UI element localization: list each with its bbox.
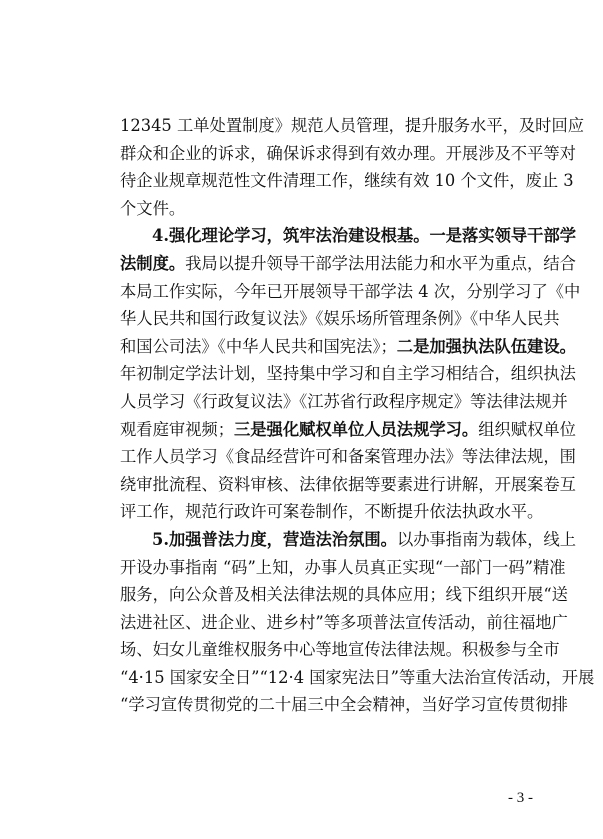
text-line: [120, 360, 576, 388]
text-line: [120, 664, 595, 692]
text-line: [120, 140, 576, 168]
text-line: [120, 195, 528, 223]
body-text: 绕审批流程、资料审核、法律依据等要素进行讲解，开展案卷互: [120, 474, 576, 494]
text-line: [120, 443, 576, 471]
body-text: 开设办事指南 “码”上知，办事人员真正实现“一部门一码”精准: [120, 557, 566, 577]
body-text: 场、妇女儿童维权服务中心等地宣传法律法规。积极参与全市: [120, 640, 560, 660]
text-line: [120, 471, 576, 499]
page-number: - 3 -: [508, 790, 533, 806]
text-line: [120, 581, 568, 609]
body-text: 以办事指南为载体，线上: [396, 529, 577, 549]
text-line: [120, 250, 576, 278]
text-line: [120, 609, 568, 637]
text-line: [120, 112, 585, 140]
text-line: [120, 498, 544, 526]
body-text: 服务，向公众普及相关法律法规的具体应用；线下组织开展“送: [120, 585, 568, 605]
body-text: “4·15 国家安全日”“12·4 国家宪法日”等重大法治宣传活动，开展: [120, 667, 595, 687]
body-text: 个文件。: [120, 198, 186, 218]
body-text: 群众和企业的诉求，确保诉求得到有效办理。开展涉及不平等对: [120, 143, 576, 163]
body-text: 观看庭审视频；: [120, 419, 234, 439]
text-line: [120, 554, 566, 582]
bold-text: 法制度。: [120, 253, 186, 273]
document-body: [120, 112, 595, 719]
body-text: 年初制定学法计划，坚持集中学习和自主学习相结合，组织执法: [120, 364, 576, 384]
body-text: 12345 工单处置制度》规范人员管理，提升服务水平，及时回应: [120, 116, 585, 135]
text-line: [120, 333, 576, 361]
body-text: 本局工作实际，今年已开展领导干部学法 4 次，分别学习了《中: [120, 281, 581, 301]
body-text: 组织赋权单位: [478, 419, 576, 439]
bold-text: 二是加强执法队伍建设。: [396, 336, 576, 356]
text-line: [120, 416, 576, 444]
body-text: 和国公司法》《中华人民共和国宪法》；: [120, 336, 397, 356]
text-line: [120, 278, 581, 306]
text-line: [120, 388, 568, 416]
text-line: [120, 222, 577, 250]
text-line: [120, 691, 568, 719]
body-text: 评工作，规范行政许可案卷制作，不断提升依法执政水平。: [120, 502, 544, 522]
bold-text: 4.强化理论学习，筑牢法治建设根基。一是落实领导干部学: [152, 226, 577, 246]
body-text: 人员学习《行政复议法》《江苏省行政程序规定》等法律法规并: [120, 391, 568, 411]
body-text: 工作人员学习《食品经营许可和备案管理办法》等法律法规，围: [120, 447, 576, 467]
text-line: [120, 636, 560, 664]
bold-text: 5.加强普法力度，营造法治氛围。: [152, 529, 397, 549]
text-line: [120, 167, 574, 195]
body-text: “学习宣传贯彻党的二十届三中全会精神，当好学习宣传贯彻排: [120, 695, 568, 715]
body-text: 法进社区、进企业、进乡村”等多项普法宣传活动，前往福地广: [120, 612, 568, 632]
text-line: [120, 526, 577, 554]
bold-text: 三是强化赋权单位人员法规学习。: [233, 419, 479, 439]
body-text: 华人民共和国行政复议法》《娱乐场所管理条例》《中华人民共: [120, 309, 560, 329]
body-text: 我局以提升领导干部学法用法能力和水平为重点，结合: [185, 253, 576, 273]
text-line: [120, 305, 560, 333]
body-text: 待企业规章规范性文件清理工作，继续有效 10 个文件，废止 3: [120, 171, 574, 191]
